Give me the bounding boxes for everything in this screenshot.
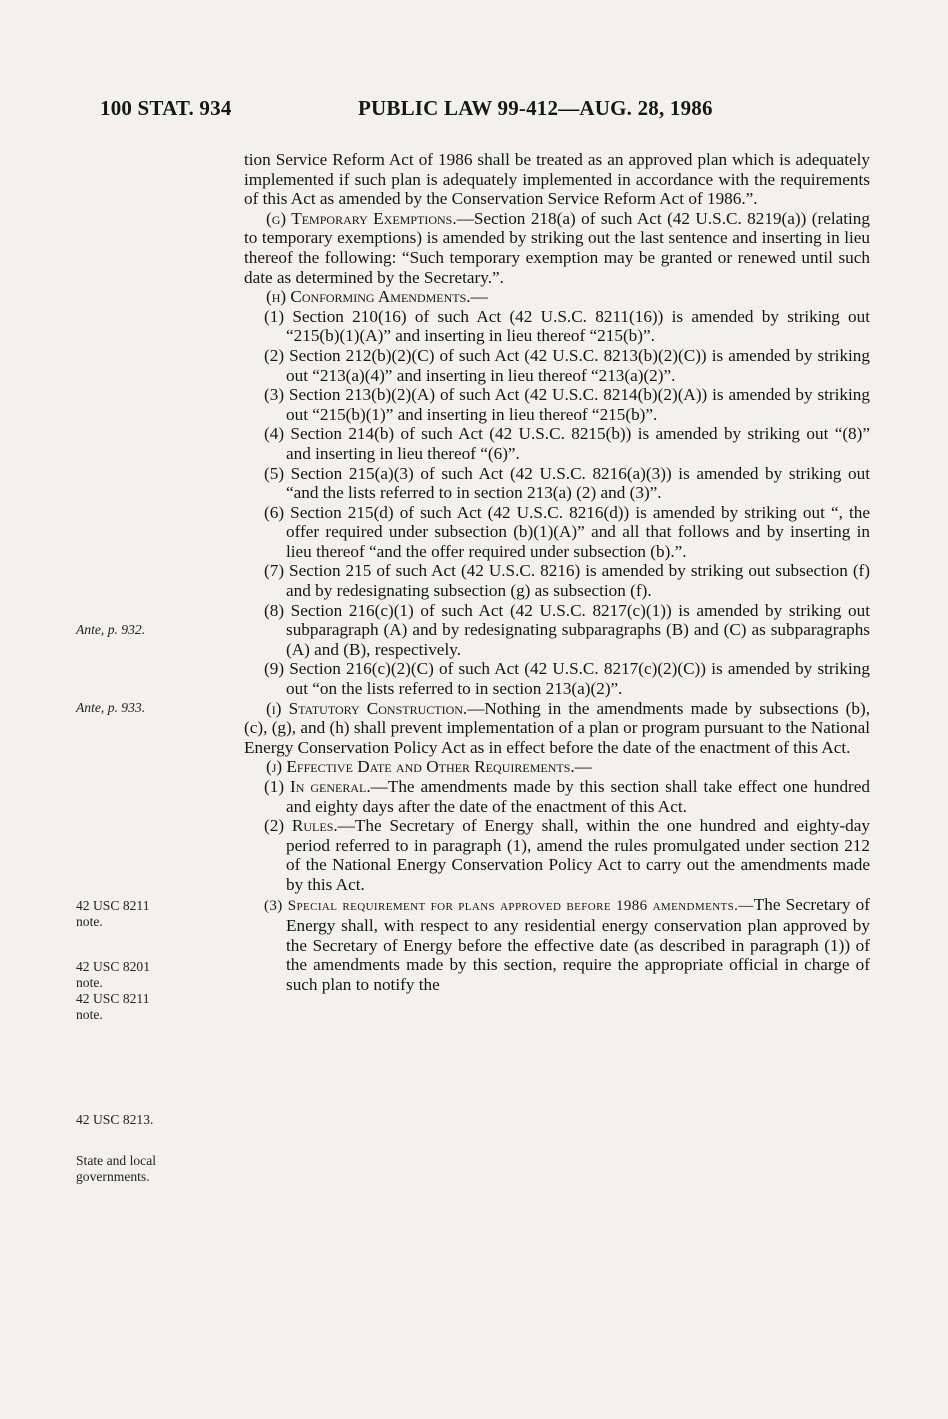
paragraph-h4: (4) Section 214(b) of such Act (42 U.S.C. 8215(b)) is amended by striking out “(8)” and inserting in lieu thereof “(6)”. — [264, 424, 870, 463]
stat-page-number: 100 STAT. 934 — [100, 96, 232, 120]
paragraph-j3: (3) Special requirement for plans approved before 1986 amendments.—The Secretary of Energy shall, with respect to any residential energy conservation plan approved by the Secretary of Energy before the effective date (as described in paragraph (1)) of the amendments made by this section, require the appropriate official in charge of such plan to notify the — [264, 894, 870, 994]
paragraph-h9: (9) Section 216(c)(2)(C) of such Act (42 U.S.C. 8217(c)(2)(C)) is amended by striking out “on the lists referred to in section 213(a)(2)”. — [264, 659, 870, 699]
paragraph-h8: (8) Section 216(c)(1) of such Act (42 U.S.C. 8217(c)(1)) is amended by striking out subparagraph (A) and by redesignating subparagraphs (B) and (C) as subparagraphs (A) and (B), respectively. — [264, 600, 870, 659]
paragraph-h5: (5) Section 215(a)(3) of such Act (42 U.S.C. 8216(a)(3)) is amended by striking out “and the lists referred to in section 213(a) (2) and (3)”. — [264, 463, 870, 503]
public-law-title: PUBLIC LAW 99-412—AUG. 28, 1986 — [358, 96, 713, 120]
margin-note-state-local: State and local governments. — [76, 1153, 157, 1184]
margin-note-ante-932: Ante, p. 932. — [76, 622, 146, 637]
paragraph-h7: (7) Section 215 of such Act (42 U.S.C. 8216) is amended by striking out subsection (f) and by redesignating subsection (g) as subsection (f). — [264, 561, 870, 601]
paragraph-h1: (1) Section 210(16) of such Act (42 U.S.C. 8211(16)) is amended by striking out “215(b)(1)(A)” and inserting in lieu thereof “215(b)”. — [264, 306, 870, 346]
paragraph-h6: (6) Section 215(d) of such Act (42 U.S.C. 8216(d)) is amended by striking out “, the offer required under subsection (b)(1)(A)” and all that follows and by inserting in lieu thereof “and the offer required under subsection (b).”. — [264, 502, 870, 561]
paragraph-j2: (2) Rules.—The Secretary of Energy shall, within the one hundred and eighty-day period referred to in paragraph (1), amend the rules promulgated under section 212 of the National Energy Conservation Policy Act to carry out the amendments made by this Act. — [264, 816, 870, 894]
paragraph-j1: (1) In general.—The amendments made by this section shall take effect one hundred and eighty days after the date of the enactment of this Act. — [264, 777, 870, 816]
margin-note-42usc8211: 42 USC 8211 note. — [76, 898, 150, 929]
statute-body — [244, 150, 870, 995]
margin-note-ante-933: Ante, p. 933. — [76, 700, 146, 715]
subsection-h-heading: (h) Conforming Amendments.— — [266, 287, 488, 307]
subsection-i: (i) Statutory Construction.—Nothing in the amendments made by subsections (b), (c), (g), and (h) shall prevent implementation of a plan or program pursuant to the National Energy Conservation Policy Act as in effect before the date of the enactment of this Act. — [244, 698, 870, 757]
paragraph-h2: (2) Section 212(b)(2)(C) of such Act (42 U.S.C. 8213(b)(2)(C)) is amended by striking out “213(a)(4)” and inserting in lieu thereof “213(a)(2)”. — [264, 345, 870, 385]
subsection-g: (g) Temporary Exemptions.—Section 218(a) of such Act (42 U.S.C. 8219(a)) (relating to temporary exemptions) is amended by striking out the last sentence and inserting in lieu thereof the following: “Such temporary exemption may be granted or renewed until such date as determined by the Secretary.”. — [244, 208, 870, 287]
paragraph-h3: (3) Section 213(b)(2)(A) of such Act (42 U.S.C. 8214(b)(2)(A)) is amended by striking out “215(b)(1)” and inserting in lieu thereof “215(b)”. — [264, 385, 870, 424]
margin-note-42usc8201: 42 USC 8201 note. 42 USC 8211 note. — [76, 959, 151, 1022]
margin-note-42usc8213: 42 USC 8213. — [76, 1112, 154, 1127]
paragraph-continuation: tion Service Reform Act of 1986 shall be treated as an approved plan which is adequately implemented if such plan is adequately implemented in accordance with the requirements of this Act as amended by the Conservation Service Reform Act of 1986.”. — [244, 150, 870, 209]
subsection-j-heading: (j) Effective Date and Other Requirements.— — [266, 757, 592, 777]
